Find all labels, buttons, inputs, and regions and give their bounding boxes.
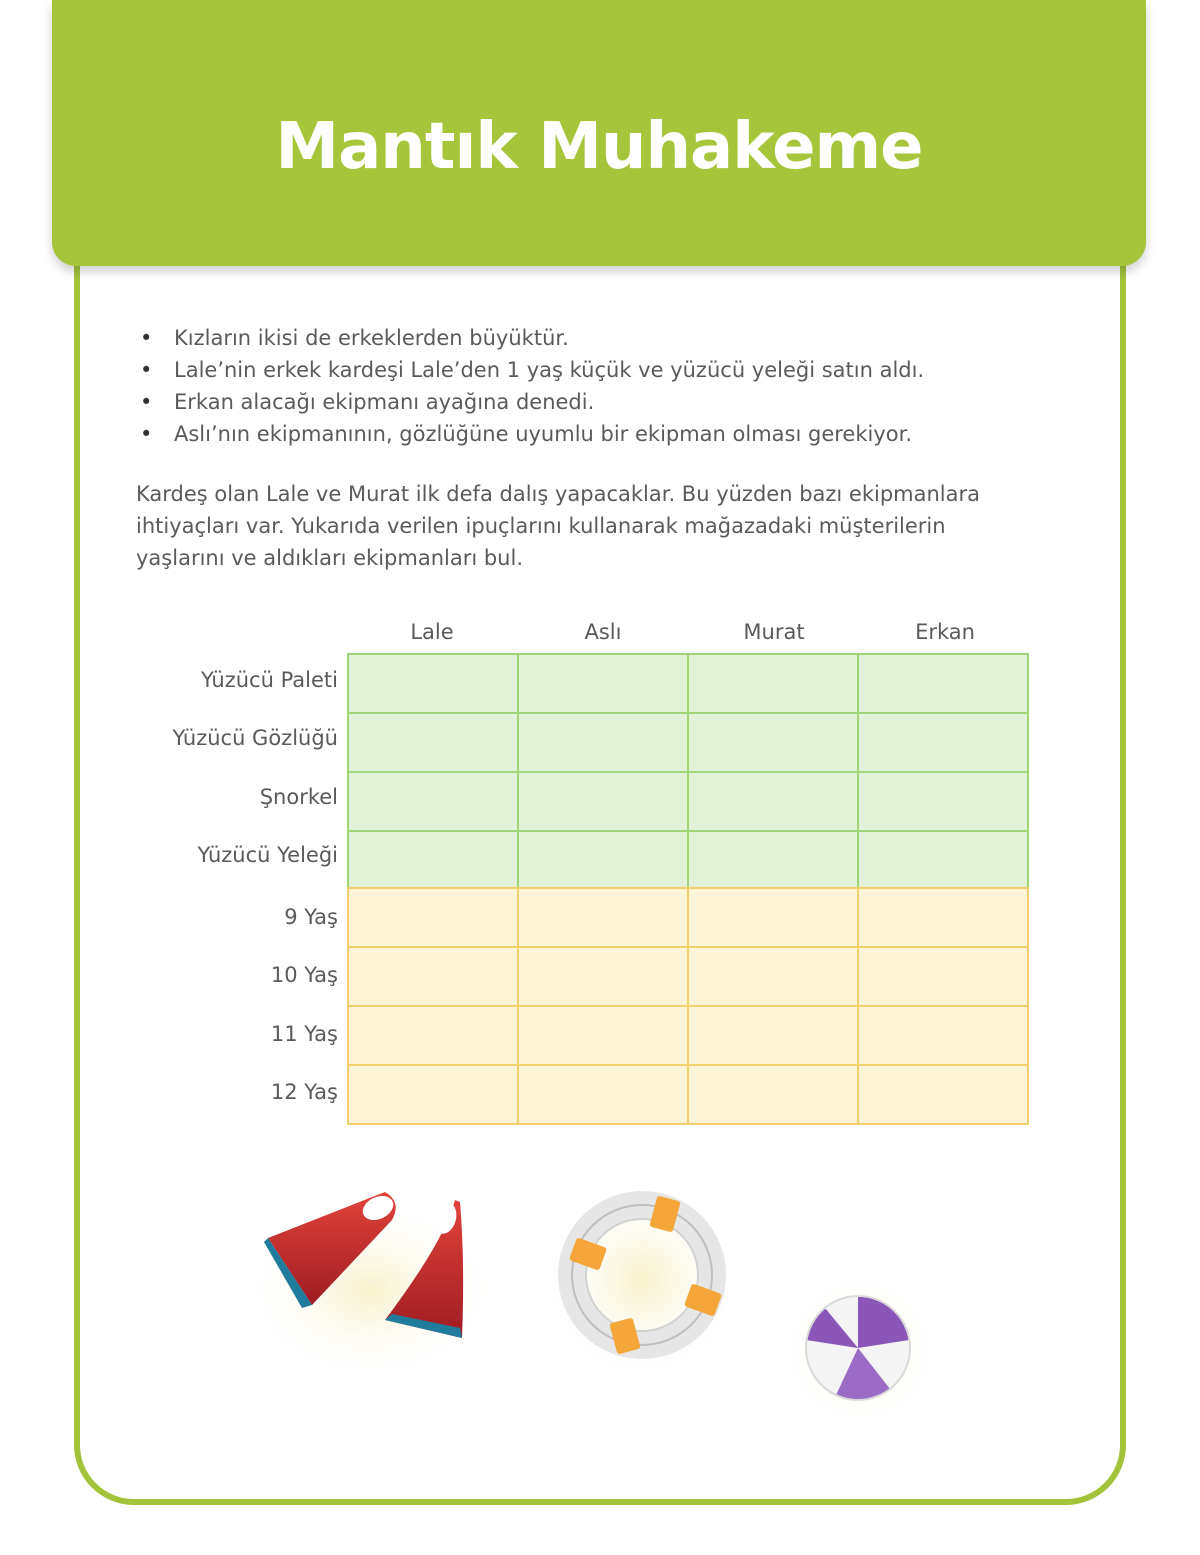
grid-cell[interactable] bbox=[688, 888, 858, 947]
grid-cell[interactable] bbox=[688, 947, 858, 1006]
grid-cell[interactable] bbox=[518, 831, 688, 890]
table-row bbox=[348, 713, 1028, 772]
grid-cell[interactable] bbox=[858, 831, 1028, 890]
table-row bbox=[348, 831, 1028, 890]
grid-cell[interactable] bbox=[518, 947, 688, 1006]
column-header-lale: Lale bbox=[410, 620, 454, 644]
clue-list bbox=[136, 322, 924, 450]
grid-cell[interactable] bbox=[518, 888, 688, 947]
column-header-murat: Murat bbox=[743, 620, 805, 644]
grid-cell[interactable] bbox=[858, 713, 1028, 772]
grid-cell[interactable] bbox=[688, 1006, 858, 1065]
grid-cell[interactable] bbox=[518, 654, 688, 713]
clue-item: • Lale’nin erkek kardeşi Lale’den 1 yaş küçük ve yüzücü yeleği satın aldı. bbox=[136, 354, 924, 386]
row-header-age-9: 9 Yaş bbox=[284, 905, 338, 929]
clue-item: • Kızların ikisi de erkeklerden büyüktür. bbox=[136, 322, 924, 354]
grid-cell[interactable] bbox=[348, 1006, 518, 1065]
table-row bbox=[348, 654, 1028, 713]
grid-cell[interactable] bbox=[348, 831, 518, 890]
column-header-asli: Aslı bbox=[584, 620, 622, 644]
table-row bbox=[348, 888, 1028, 947]
intro-paragraph bbox=[136, 478, 1076, 574]
grid-cell[interactable] bbox=[858, 1006, 1028, 1065]
grid-cell[interactable] bbox=[348, 713, 518, 772]
table-row bbox=[348, 1006, 1028, 1065]
grid-cell[interactable] bbox=[348, 772, 518, 831]
intro-line: yaşlarını ve aldıkları ekipmanları bul. bbox=[136, 546, 524, 570]
grid-cell[interactable] bbox=[688, 654, 858, 713]
grid-cell[interactable] bbox=[348, 1065, 518, 1124]
row-header-snorkel: Şnorkel bbox=[259, 785, 338, 809]
grid-cell[interactable] bbox=[688, 1065, 858, 1124]
life-ring-icon bbox=[537, 1180, 747, 1385]
clue-item: • Aslı’nın ekipmanının, gözlüğüne uyumlu bir ekipman olması gerekiyor. bbox=[136, 418, 924, 450]
table-row bbox=[348, 772, 1028, 831]
intro-line: ihtiyaçları var. Yukarıda verilen ipuçlarını kullanarak mağazadaki müşterilerin bbox=[136, 514, 946, 538]
grid-cell[interactable] bbox=[518, 772, 688, 831]
row-header-palet: Yüzücü Paleti bbox=[200, 668, 338, 692]
grid-cell[interactable] bbox=[858, 947, 1028, 1006]
grid-cell[interactable] bbox=[688, 713, 858, 772]
grid-cell[interactable] bbox=[858, 654, 1028, 713]
beach-ball-icon bbox=[780, 1270, 940, 1420]
grid-cell[interactable] bbox=[688, 772, 858, 831]
row-header-yelek: Yüzücü Yeleği bbox=[197, 843, 338, 867]
intro-line: Kardeş olan Lale ve Murat ilk defa dalış yapacaklar. Bu yüzden bazı ekipmanlara bbox=[136, 482, 981, 506]
grid-cell[interactable] bbox=[348, 888, 518, 947]
table-row bbox=[348, 1065, 1028, 1124]
row-header-age-11: 11 Yaş bbox=[270, 1022, 338, 1046]
equipment-illustrations bbox=[250, 1180, 970, 1420]
page-title: Mantık Muhakeme bbox=[275, 110, 923, 184]
grid-cell[interactable] bbox=[518, 1065, 688, 1124]
grid-cell[interactable] bbox=[348, 654, 518, 713]
table-row bbox=[348, 947, 1028, 1006]
clue-item: • Erkan alacağı ekipmanı ayağına denedi. bbox=[136, 386, 924, 418]
age-grid bbox=[347, 887, 1029, 1125]
grid-cell[interactable] bbox=[858, 1065, 1028, 1124]
grid-cell[interactable] bbox=[518, 1006, 688, 1065]
flippers-icon bbox=[250, 1191, 500, 1385]
row-header-age-10: 10 Yaş bbox=[270, 963, 338, 987]
column-header-erkan: Erkan bbox=[915, 620, 975, 644]
grid-cell[interactable] bbox=[688, 831, 858, 890]
grid-cell[interactable] bbox=[518, 713, 688, 772]
grid-cell[interactable] bbox=[858, 888, 1028, 947]
grid-cell[interactable] bbox=[858, 772, 1028, 831]
header-banner bbox=[52, 0, 1146, 266]
equipment-grid bbox=[347, 653, 1029, 891]
grid-cell[interactable] bbox=[348, 947, 518, 1006]
row-header-age-12: 12 Yaş bbox=[270, 1080, 338, 1104]
row-header-gozluk: Yüzücü Gözlüğü bbox=[172, 726, 338, 750]
